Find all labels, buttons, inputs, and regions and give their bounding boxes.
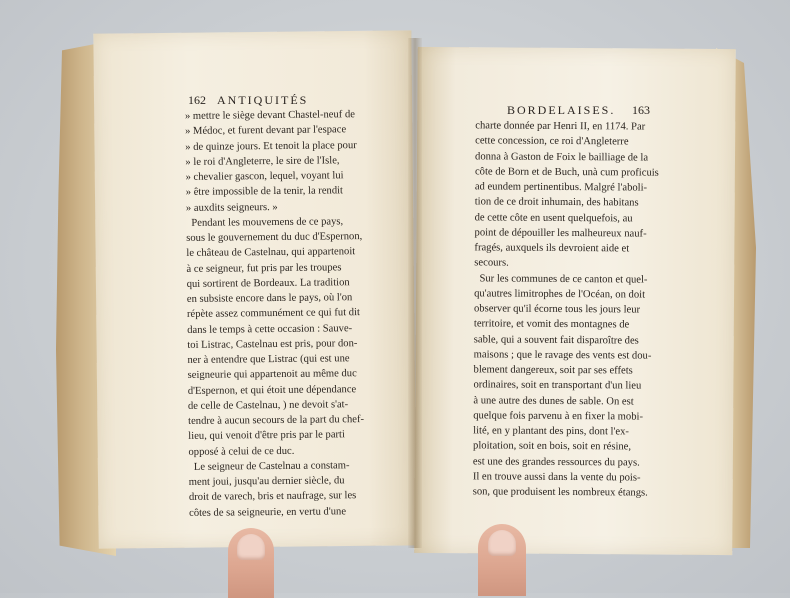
text-line: côte de Born et de Buch, unà cum proficuis <box>474 166 659 179</box>
text-line: fragés, auxquels ils devroient aide et <box>474 242 630 255</box>
text-line: » auxdits seigneurs. » <box>185 201 278 214</box>
text-line: sous le gouvernement du duc d'Espernon, <box>186 231 363 244</box>
text-line: » mettre le siège devant Chastel-neuf de <box>184 109 356 122</box>
text-line: dans le temps à cette occasion : Sauve- <box>187 322 353 336</box>
right-thumbnail <box>488 530 516 556</box>
text-line: » chevalier gascon, lequel, voyant lui <box>185 170 344 183</box>
text-line: donna à Gaston de Foix le bailliage de la <box>475 150 649 164</box>
text-line: seigneurie qui appartenoit au même duc <box>187 368 357 382</box>
text-line: cette concession, ce roi d'Angleterre <box>475 135 629 148</box>
text-line: » être impossible de la tenir, la rendit <box>185 185 344 199</box>
text-line: sable, qui a souvent fait disparoître des <box>473 333 639 347</box>
right-thumb <box>478 524 526 596</box>
text-line: territoire, et vomit des montagnes de <box>473 318 630 331</box>
text-line: » Médoc, et furent devant par l'espace <box>185 124 347 138</box>
text-line: ad eundem pertinentibus. Malgré l'aboli- <box>474 181 648 194</box>
text-line: ploitation, soit en bois, soit en résine, <box>473 440 632 453</box>
left-page-number: 162 <box>188 93 206 107</box>
left-thumb <box>228 528 274 598</box>
text-line: point de dépouiller les malheureux nauf- <box>474 227 647 240</box>
text-line: ment joui, jusqu'au dernier siècle, du <box>188 475 345 488</box>
text-line: qui sortirent de Bordeaux. La tradition <box>186 276 350 290</box>
text-line: opposé à celui de ce duc. <box>188 445 295 458</box>
text-line: » de quinze jours. Et tenoit la place pour <box>185 139 357 153</box>
text-line: maisons ; que le ravage des vents est dou- <box>473 349 652 362</box>
left-thumbnail <box>237 534 265 560</box>
left-page-text <box>185 107 365 521</box>
text-line: charte donnée par Henri II, en 1174. Par <box>475 120 646 133</box>
text-line: observer qu'il écorne tous les jours leur <box>473 303 641 316</box>
text-line: côtes de sa seigneurie, en vertu d'une <box>189 505 347 519</box>
text-line: ner à entendre que Listrac (qui est une <box>187 353 350 366</box>
text-line: lité, en y plantant des pins, dont l'ex- <box>473 425 629 438</box>
right-page-number: 163 <box>632 103 650 117</box>
text-line: tendre à aucun secours de la part du chef- <box>188 414 365 427</box>
right-page-header <box>507 103 615 118</box>
text-line: tion de ce droit inhumain, des habitans <box>474 196 639 209</box>
right-running-head: BORDELAISES. <box>507 103 616 117</box>
text-line: répète assez communément ce qui fut dit <box>186 307 361 321</box>
text-line: Le seigneur de Castelnau a constam- <box>188 459 350 473</box>
text-line: d'Espernon, et qui étoit une dépendance <box>187 383 357 397</box>
text-line: ordinaires, soit en transportant d'un lieu <box>473 379 642 392</box>
text-line: Pendant les mouvemens de ce pays, <box>185 216 344 229</box>
text-line: le château de Castelnau, qui appartenoit <box>186 246 356 260</box>
right-page-number-wrap <box>632 103 650 118</box>
text-line: secours. <box>474 257 509 269</box>
text-line: droit de varech, bris et naufrage, sur les <box>188 490 357 504</box>
book-gutter <box>408 38 422 548</box>
left-running-head: ANTIQUITÉS <box>217 93 309 107</box>
text-line: de cette côte en usent quelquefois, au <box>474 211 633 224</box>
text-line: en subsiste encore dans le pays, où l'on <box>186 292 353 305</box>
text-line: Il en trouve aussi dans la vente du pois- <box>472 471 641 484</box>
right-page-text <box>473 118 660 501</box>
text-line: à une autre des dunes de sable. On est <box>473 394 634 407</box>
text-line: Sur les communes de ce canton et quel- <box>474 272 648 286</box>
text-line: toi Listrac, Castelnau est pris, pour don- <box>187 337 358 351</box>
text-line: lieu, qui venoit d'être pris par le parti <box>188 429 345 443</box>
text-line: » le roi d'Angleterre, le sire de l'Isle, <box>185 155 340 168</box>
left-page-header <box>188 93 308 108</box>
text-line: son, que produisent les nombreux étangs. <box>472 486 648 499</box>
text-line: qu'autres limitrophes de l'Océan, on doit <box>474 288 646 301</box>
text-line: de celle de Castelnau, ) ne devoit s'at- <box>187 398 349 412</box>
text-line: quelque fois parvenu à en fixer la mobi- <box>473 410 644 423</box>
text-line: blement dangereux, soit par ses effets <box>473 364 633 377</box>
text-line: à ce seigneur, fut pris par les troupes <box>186 261 342 275</box>
text-line: est une des grandes ressources du pays. <box>472 455 640 469</box>
